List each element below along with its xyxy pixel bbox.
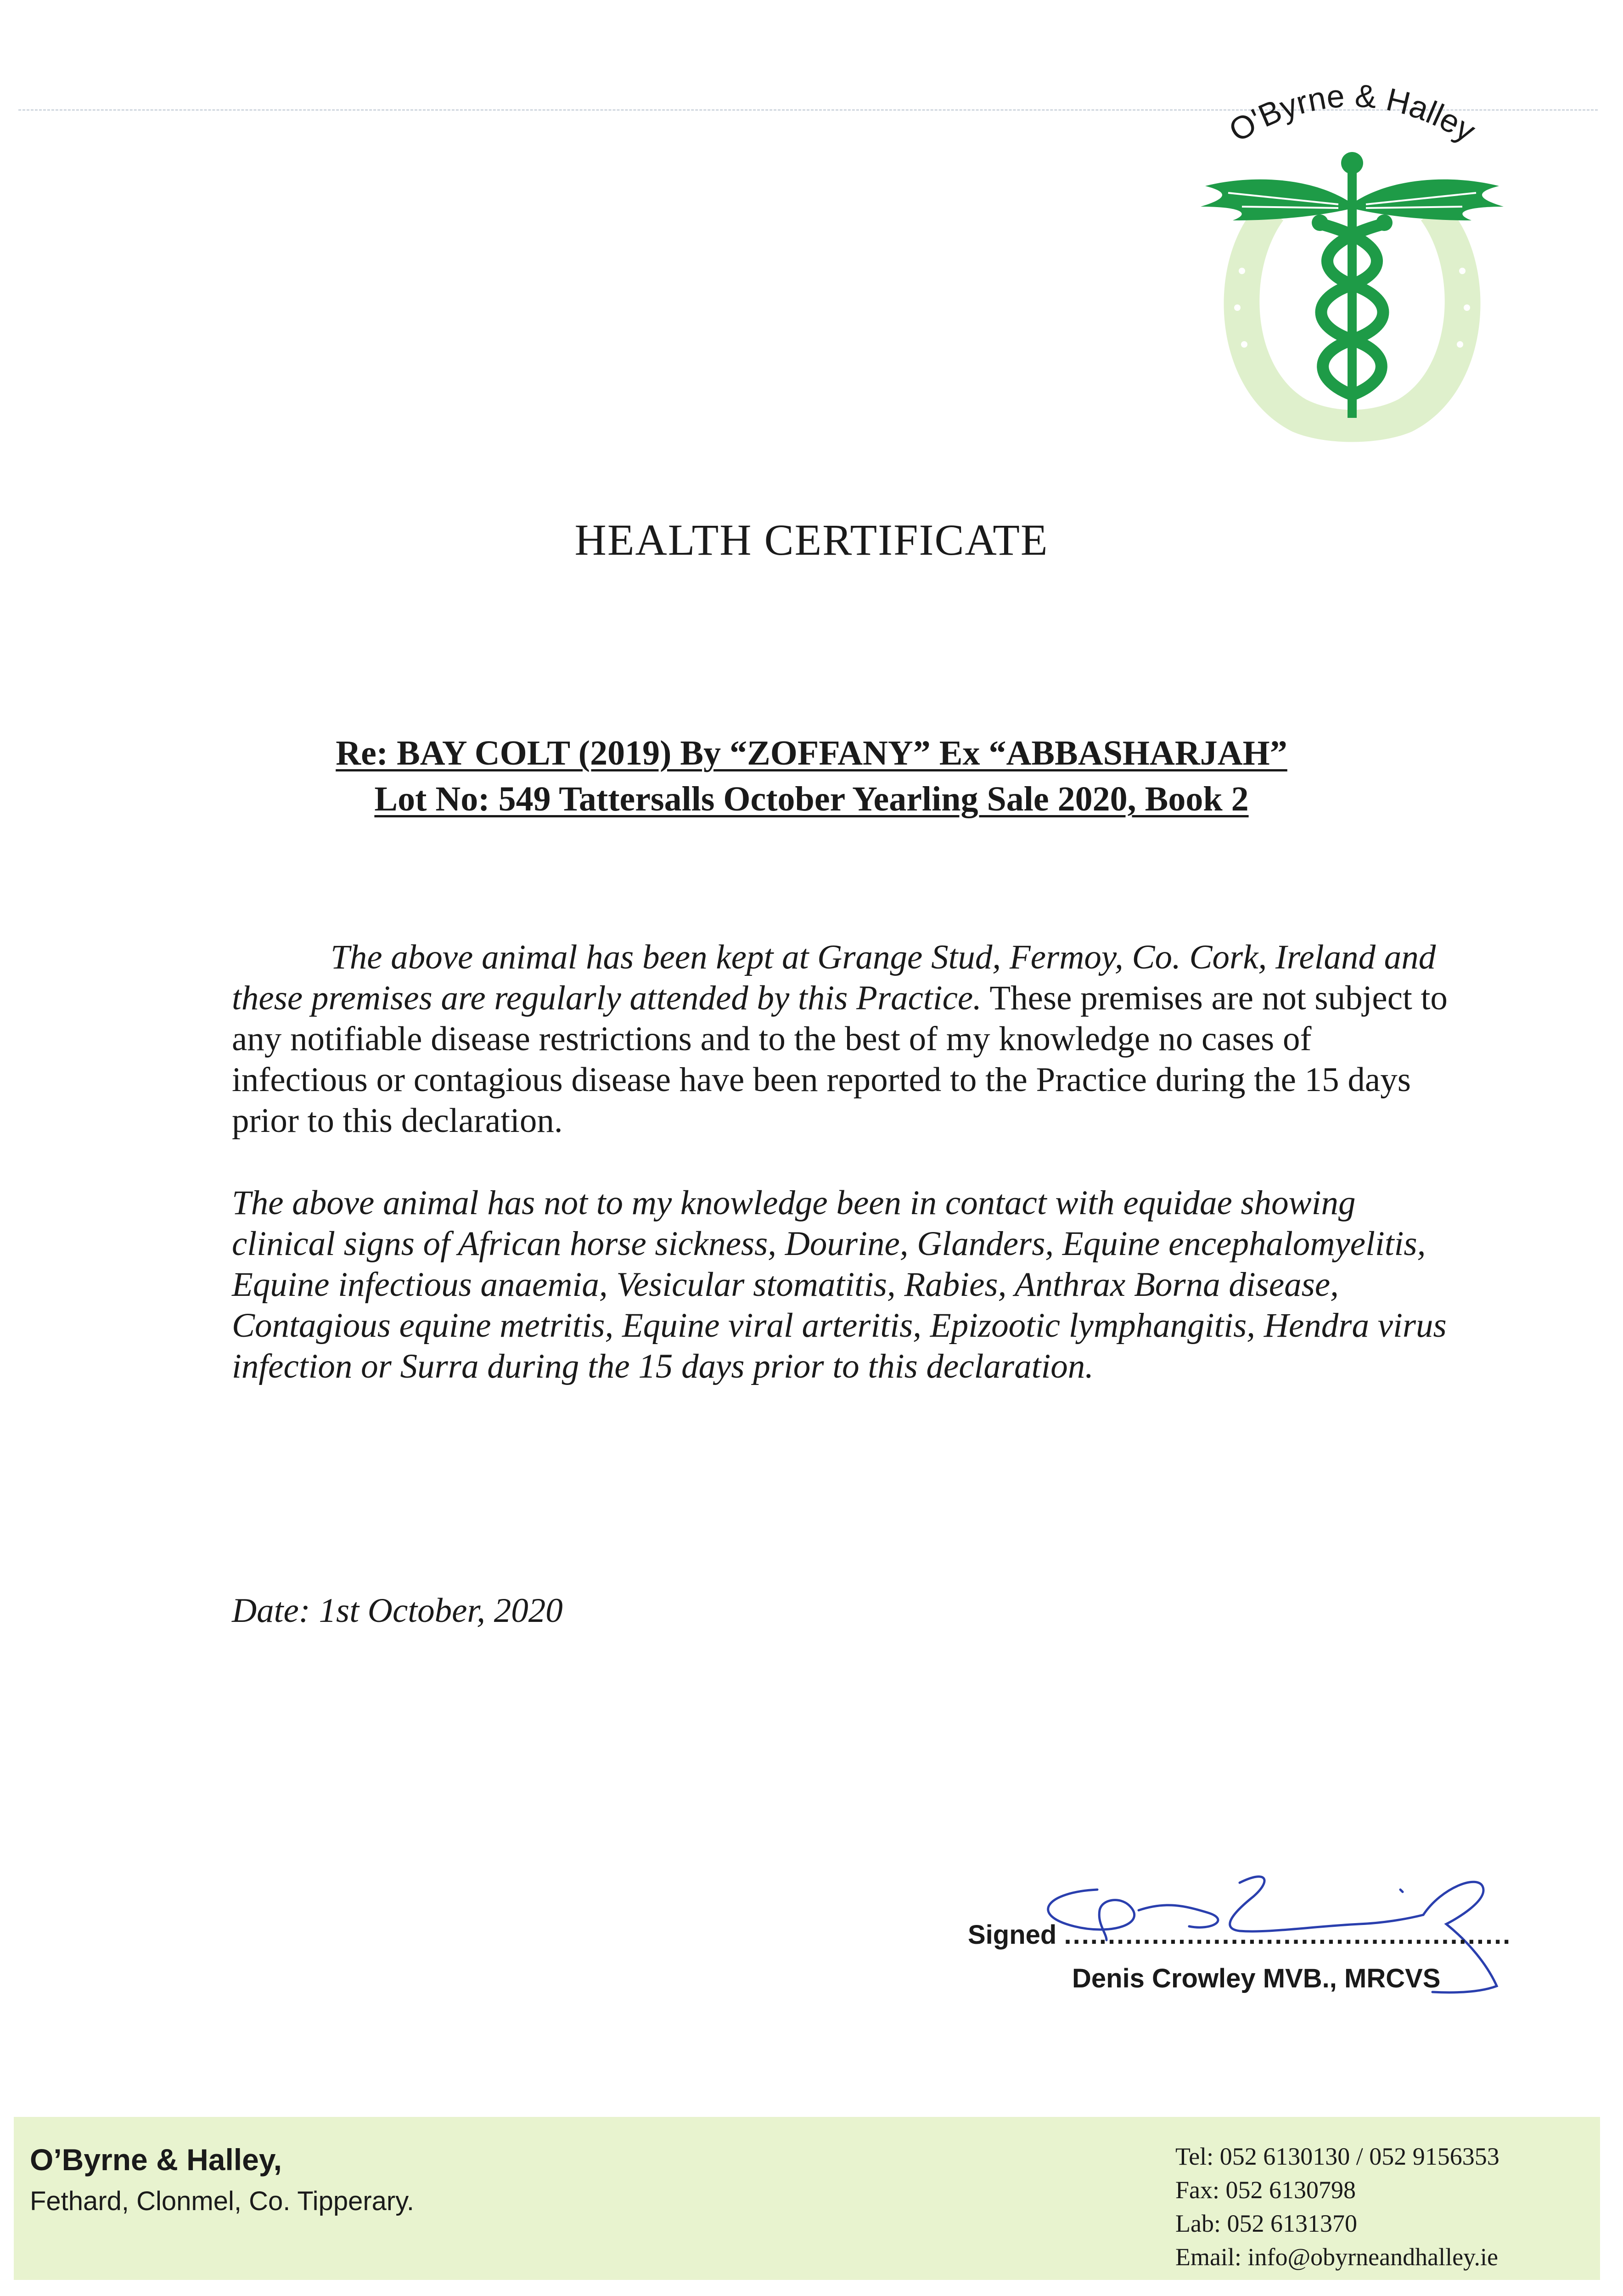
declaration-date: Date: 1st October, 2020	[232, 1592, 563, 1630]
signed-line	[968, 1919, 1511, 1950]
signatory-name: Denis Crowley MVB., MRCVS	[1072, 1964, 1441, 1993]
premises-normal-text: These premises are not subject to any notifiable disease restrictions and to the best of my knowledge no cases of infectious or contagious disease have been reported to the Practice during the 15 days prior to this declaration.	[232, 979, 1448, 1140]
footer-tel: Tel: 052 6130130 / 052 9156353	[1175, 2143, 1499, 2170]
lot-number: Lot No: 549 Tattersalls October Yearling Sale 2020, Book 2	[374, 780, 1249, 818]
subject-animal: Re: BAY COLT (2019) By “ZOFFANY” Ex “ABBASHARJAH”	[336, 734, 1287, 772]
svg-text:O'Byrne & Halley: O'Byrne & Halley	[1223, 77, 1482, 149]
signature-dots: ...................................................	[1064, 1920, 1512, 1950]
footer-address: Fethard, Clonmel, Co. Tipperary.	[30, 2186, 415, 2216]
lot-line	[0, 776, 1623, 822]
footer-fax: Fax: 052 6130798	[1175, 2176, 1356, 2204]
footer-lab: Lab: 052 6131370	[1175, 2210, 1357, 2237]
premises-italic-text: The above animal has been kept at Grange Stud, Fermoy, Co. Cork, Ireland and these premises are regularly attended by this Practice.	[232, 938, 1436, 1017]
caduceus-horseshoe-icon	[1173, 69, 1531, 455]
premises-paragraph	[232, 937, 1453, 1141]
footer-contacts	[1175, 2140, 1499, 2274]
footer	[14, 2117, 1600, 2280]
subject-line	[0, 730, 1623, 776]
contact-declaration-paragraph: The above animal has not to my knowledge been in contact with equidae showing clinical signs of African horse sickness, Dourine, Glanders, Equine encephalomyelitis, Equine infectious anaemia, Vesicular stomatitis, Rabies, Anthrax Borna disease, Contagious equine metritis, Equine viral arteritis, Epizootic lymphangitis, Hendra virus infection or Surra during the 15 days prior to this declaration.	[232, 1184, 1447, 1385]
subject-block	[0, 730, 1623, 822]
footer-company-name: O’Byrne & Halley,	[30, 2143, 282, 2177]
signed-label: Signed	[968, 1920, 1057, 1950]
footer-email: Email: info@obyrneandhalley.ie	[1175, 2243, 1499, 2271]
company-logo	[1173, 69, 1531, 455]
document-title: HEALTH CERTIFICATE	[574, 515, 1049, 564]
